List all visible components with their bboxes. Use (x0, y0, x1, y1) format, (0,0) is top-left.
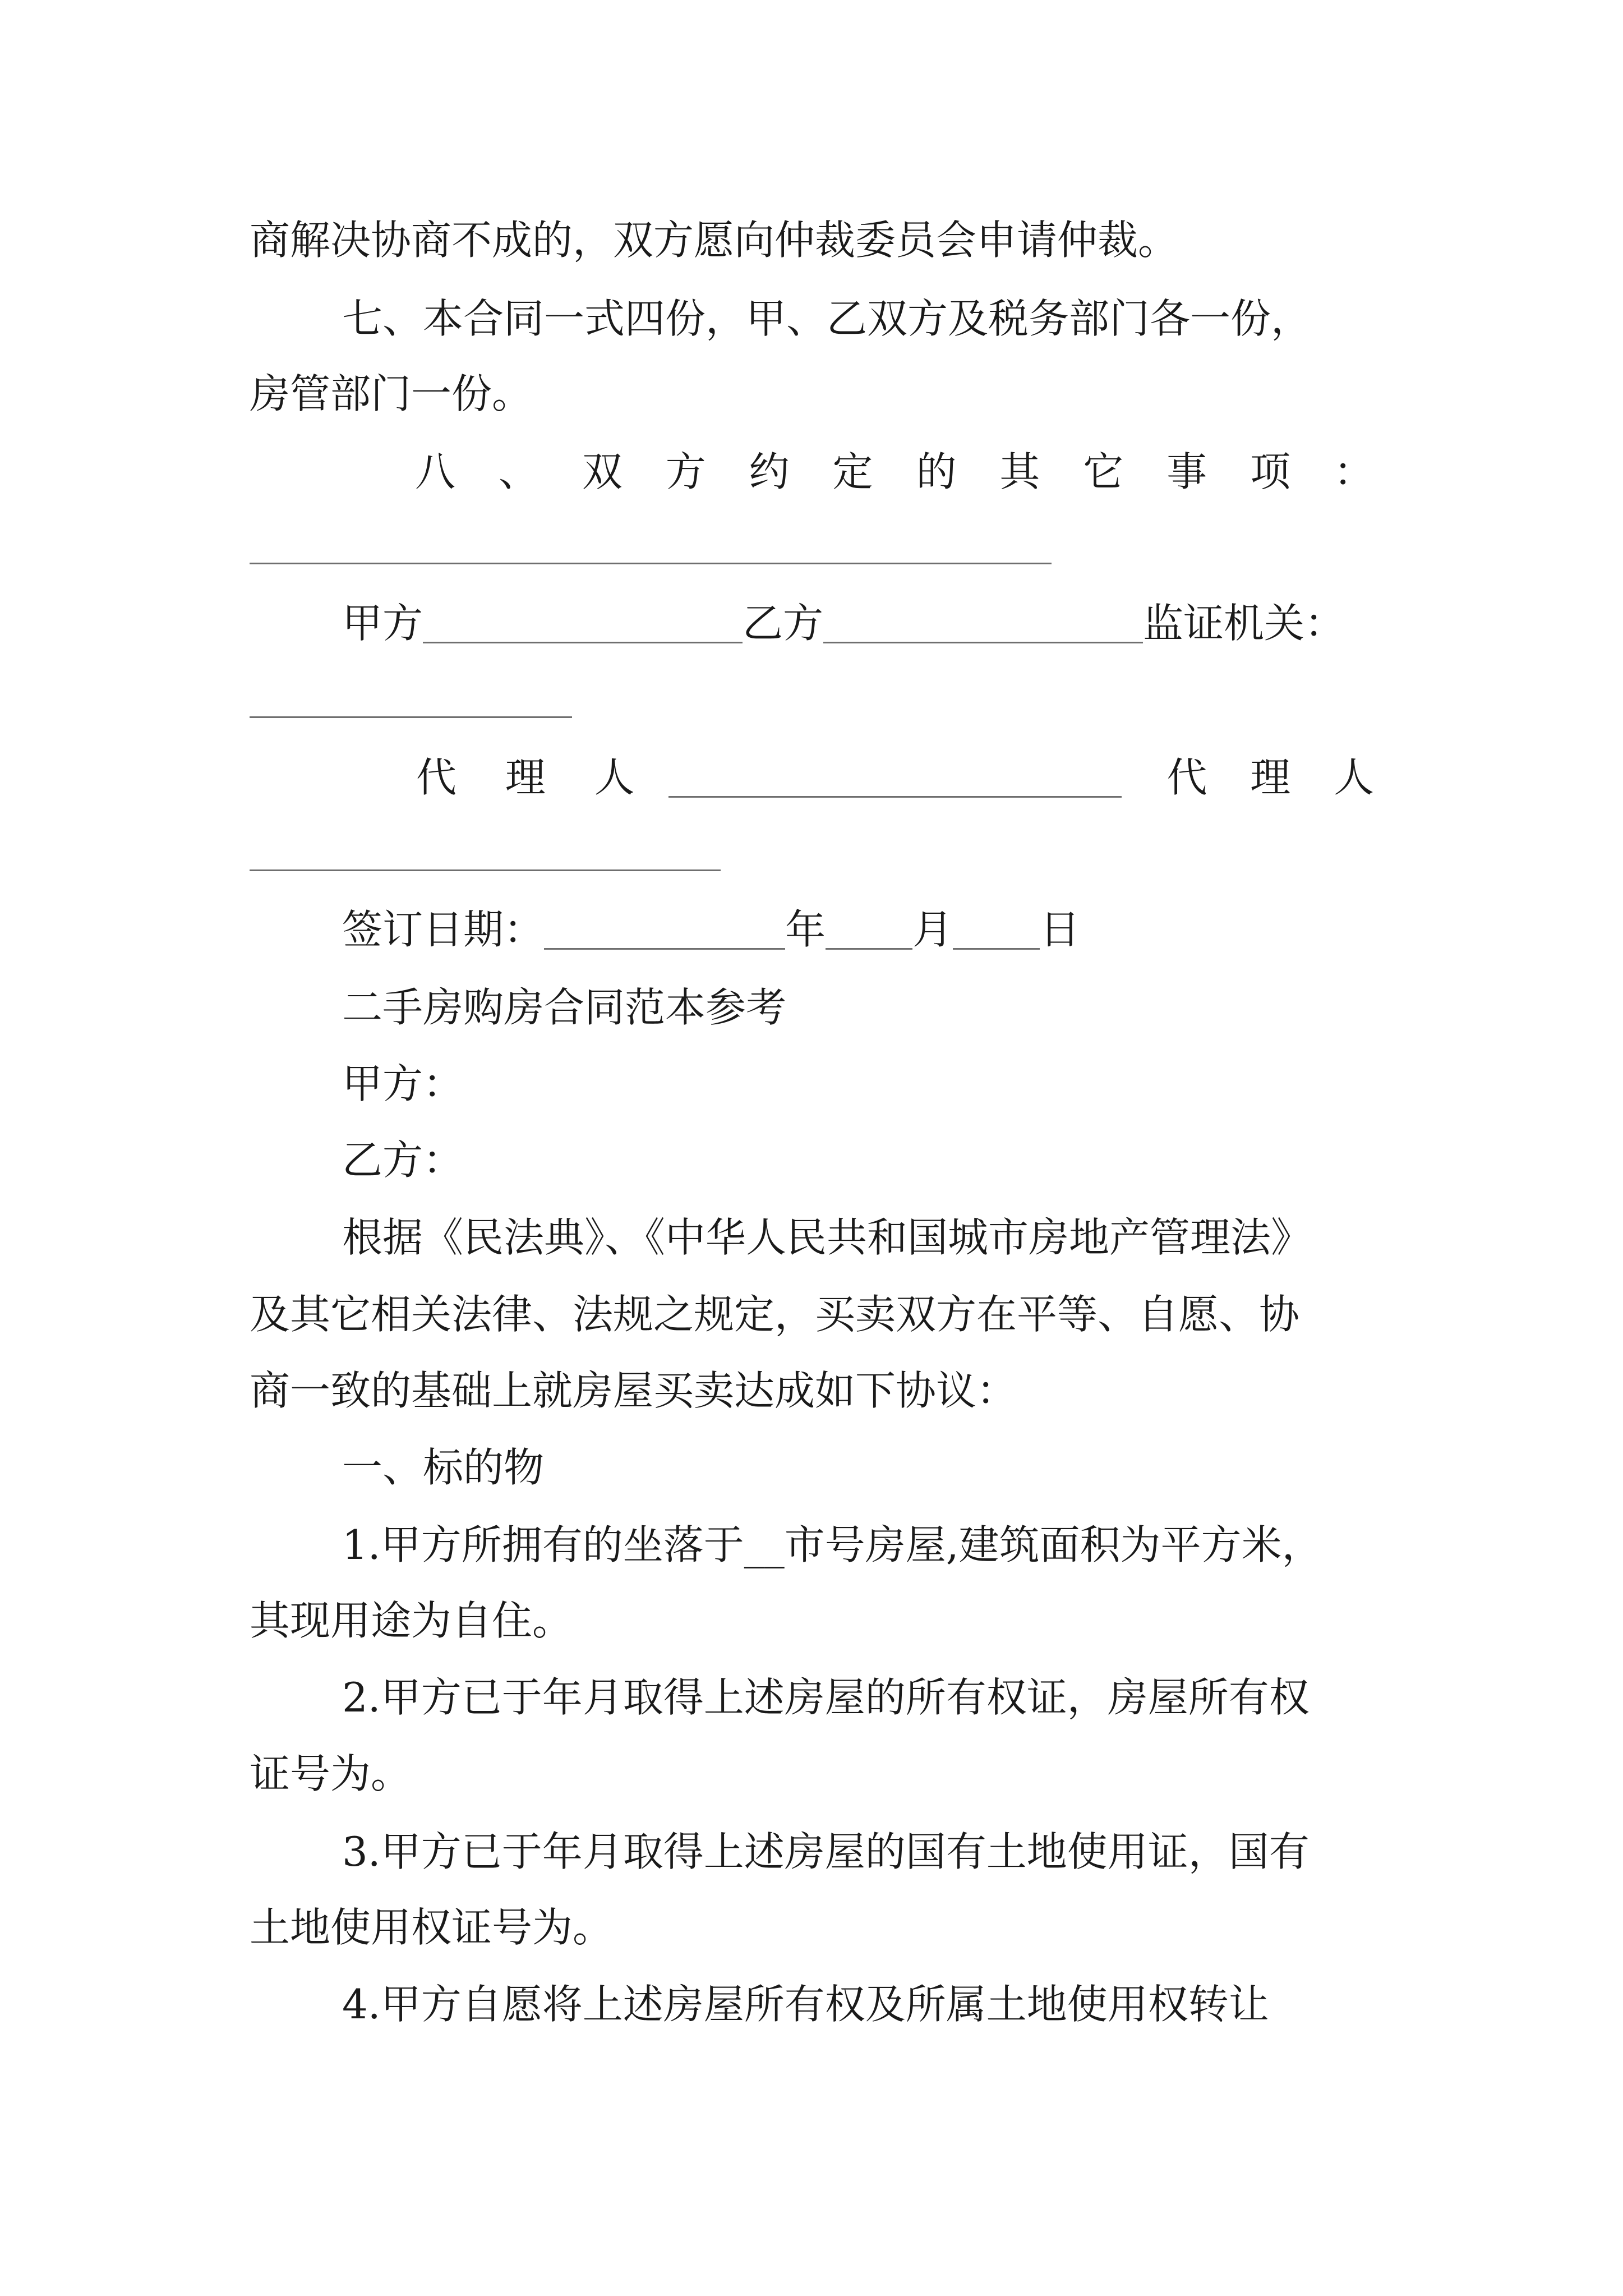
paragraph-line (342, 1214, 1374, 1261)
spaced-character: 的 (916, 448, 957, 495)
text-line: 一、标的物 (342, 1444, 545, 1491)
text-line: 4.甲方自愿将上述房屋所有权及所属土地使用权转让 (342, 1981, 1269, 2028)
year-label: 年 (785, 906, 826, 953)
text-line: 证号为。 (250, 1750, 412, 1797)
section-title: 二手房购房合同范本参考 (342, 984, 787, 1031)
text-line: 其现用途为自住。 (250, 1597, 573, 1644)
paragraph-line (342, 1137, 1374, 1184)
text-line: 七、本合同一式四份，甲、乙双方及税务部门各一份， (342, 295, 1312, 342)
date-line (342, 906, 1374, 953)
text-line: 根据《民法典》、《中华人民共和国城市房地产管理法》 (342, 1214, 1312, 1261)
supervision-label: 监证机关： (1143, 600, 1345, 647)
year-blank (544, 917, 785, 950)
party-a-blank (423, 610, 743, 643)
agent-label-2 (1166, 754, 1374, 801)
spaced-character: 八 (415, 448, 456, 495)
spaced-character: 约 (749, 448, 790, 495)
signature-line (342, 600, 1374, 647)
spaced-character: 代 (1166, 754, 1207, 801)
agent-label-1 (416, 754, 635, 801)
spaced-character: 定 (832, 448, 873, 495)
paragraph-line (342, 1060, 1374, 1107)
party-a-heading: 甲方： (342, 1060, 464, 1107)
agent-line (416, 754, 1374, 801)
text-line: 商一致的基础上就房屋买卖达成如下协议： (250, 1367, 1017, 1414)
text-line: 商解决协商不成的，双方愿向仲裁委员会申请仲裁。 (250, 217, 1179, 264)
paragraph-line (250, 1750, 1374, 1797)
text-line: 3.甲方已于年月取得上述房屋的国有土地使用证，国有 (342, 1828, 1310, 1875)
paragraph-line (342, 295, 1374, 342)
paragraph-line (250, 217, 1374, 264)
party-b-blank (823, 610, 1143, 643)
paragraph-line (250, 1904, 1374, 1951)
paragraph-line (342, 1521, 1374, 1568)
paragraph-line (342, 1828, 1374, 1875)
spaced-character: 、 (498, 448, 539, 495)
paragraph-line (250, 370, 1374, 417)
paragraph-line (250, 1291, 1374, 1338)
paragraph-line (342, 1981, 1374, 2028)
paragraph-line (250, 1367, 1374, 1414)
spaced-character: 人 (1333, 754, 1374, 801)
party-b-label: 乙方 (743, 600, 824, 647)
spaced-character: 它 (1083, 448, 1124, 495)
text-line: 1.甲方所拥有的坐落于__市号房屋,建筑面积为平方米， (342, 1521, 1322, 1568)
month-blank (826, 917, 912, 950)
party-b-heading: 乙方： (342, 1137, 464, 1184)
party-a-label: 甲方 (342, 600, 423, 647)
spaced-character: 双 (582, 448, 623, 495)
blank-rule (250, 716, 572, 718)
blank-rule (250, 869, 721, 871)
text-line: 2.甲方已于年月取得上述房屋的所有权证，房屋所有权 (342, 1674, 1310, 1721)
blank-rule (250, 563, 1052, 564)
spaced-character: 理 (505, 754, 546, 801)
spaced-heading-line (415, 448, 1374, 495)
spaced-character: 方 (665, 448, 706, 495)
spaced-character: 代 (416, 754, 457, 801)
day-label: 日 (1040, 906, 1081, 953)
text-line: 土地使用权证号为。 (250, 1904, 614, 1951)
text-line: 及其它相关法律、法规之规定，买卖双方在平等、自愿、协 (250, 1291, 1300, 1338)
spaced-character: 理 (1250, 754, 1291, 801)
spaced-character: ： (1333, 448, 1374, 495)
spaced-text (415, 448, 1374, 495)
paragraph-line (342, 984, 1374, 1031)
text-line: 房管部门一份。 (250, 370, 533, 417)
spaced-character: 项 (1250, 448, 1291, 495)
paragraph-line (342, 1444, 1374, 1491)
paragraph-line (250, 1597, 1374, 1644)
agent-blank-1 (668, 765, 1122, 798)
spaced-character: 其 (999, 448, 1040, 495)
signing-date-label: 签订日期： (342, 906, 545, 953)
spaced-character: 事 (1166, 448, 1207, 495)
day-blank (953, 917, 1040, 950)
spaced-character: 人 (594, 754, 635, 801)
month-label: 月 (912, 906, 953, 953)
paragraph-line (342, 1674, 1374, 1721)
